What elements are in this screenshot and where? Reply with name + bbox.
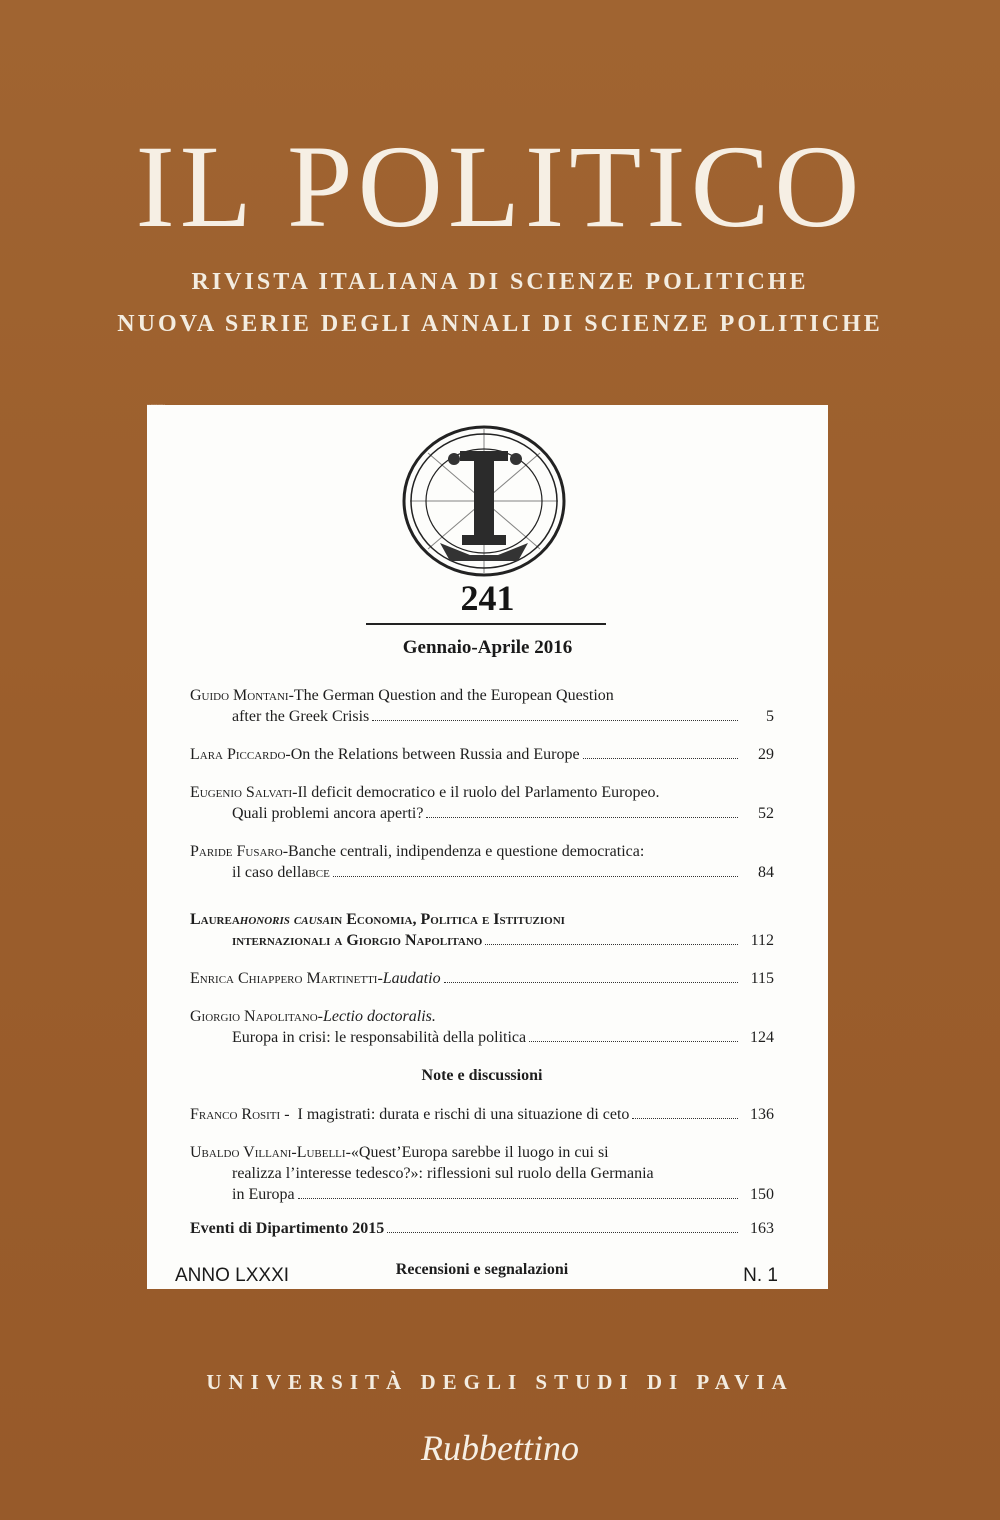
toc-entry: Guido Montani - The German Question and the European Question after the Greek Crisis 5 [190, 687, 774, 725]
toc-entry [190, 1218, 774, 1239]
toc-title: I magistrati: durata e rischi di una situazione di ceto [297, 1106, 630, 1123]
toc-entry: Giorgio Napolitano - Lectio doctoralis. Europa in crisi: le responsabilità della politica 124 [190, 1008, 774, 1046]
toc-title: The German Question and the European Question [293, 687, 614, 704]
publisher-name: Rubbettino [421, 1428, 579, 1468]
toc-title: Il deficit democratico e il ruolo del Parlamento Europeo. [297, 784, 660, 801]
toc-title: Lectio doctoralis. [323, 1008, 436, 1025]
toc-entry: Enrica Chiappero Martinetti - Laudatio 115 [190, 970, 774, 987]
toc-author: Eugenio Salvati [190, 784, 293, 801]
university-seal-icon [400, 423, 568, 579]
toc-author: Guido Montani [190, 687, 289, 704]
toc-author: Franco Rositi [190, 1106, 281, 1123]
toc-author: Paride Fusaro [190, 843, 283, 860]
toc-title-cont: realizza l’interesse tedesco?»: riflessioni sul ruolo della Germania [232, 1165, 654, 1182]
section-heading: Recensioni e segnalazioni [395, 1261, 569, 1278]
toc-entry: Paride Fusaro - Banche centrali, indipendenza e questione democratica: il caso della bce 84 [190, 843, 774, 881]
toc-title: Laudatio [382, 970, 441, 987]
toc-entry: Ubaldo Villani-Lubelli - «Quest’Europa sarebbe il luogo in cui si realizza l’interesse tedesco?»: riflessioni sul ruolo della Germania in Europa 150 [190, 1144, 774, 1203]
toc-page: 115 [750, 970, 774, 987]
toc-title-cont: Europa in crisi: le responsabilità della politica [232, 1029, 527, 1046]
toc-author: Lara Piccardo [190, 746, 286, 763]
toc-title: Banche centrali, indipendenza e questione democratica: [288, 843, 645, 860]
seal-inscription: ALMA TICINENSIS UNIVERSITAS [147, 405, 165, 406]
toc-title-cont: Quali problemi ancora aperti? [232, 805, 424, 822]
toc-page: 112 [750, 932, 774, 949]
toc-page: 136 [750, 1106, 774, 1123]
issue-period: Gennaio-Aprile 2016 [402, 637, 573, 658]
toc-title-cont: in Europa [232, 1186, 295, 1203]
contents-panel [147, 405, 828, 1289]
divider [366, 623, 606, 625]
journal-series-subtitle: NUOVA SERIE DEGLI ANNALI DI SCIENZE POLITICHE [117, 311, 883, 337]
toc-page: 124 [750, 1029, 774, 1046]
journal-subtitle: RIVISTA ITALIANA DI SCIENZE POLITICHE [191, 269, 809, 295]
toc-entry: Eugenio Salvati - Il deficit democratico e il ruolo del Parlamento Europeo. Quali problemi ancora aperti? 52 [190, 784, 774, 822]
toc-page: 84 [758, 864, 774, 881]
issue-number: 241 [460, 578, 515, 618]
university-name: UNIVERSITÀ DEGLI STUDI DI PAVIA [206, 1370, 794, 1394]
section-heading: Note e discussioni [421, 1067, 543, 1084]
toc-entry-honoris-causa: Laurea honoris causa in Economia, Politica e Istituzioni internazionali a Giorgio Napolitano 112 [190, 911, 774, 949]
toc-entry: Franco Rositi - I magistrati: durata e rischi di una situazione di ceto 136 [190, 1106, 774, 1123]
toc-page: 163 [750, 1220, 774, 1237]
toc-page: 29 [758, 746, 774, 763]
toc-entry: Lara Piccardo - On the Relations between Russia and Europe 29 [190, 746, 774, 763]
volume-year: ANNO LXXXI [175, 1265, 290, 1286]
toc-page: 5 [766, 708, 774, 725]
table-of-contents [190, 685, 774, 1298]
issue-n: N. 1 [743, 1265, 778, 1286]
toc-title-cont: after the Greek Crisis [232, 708, 370, 725]
toc-author: Enrica Chiappero Martinetti [190, 970, 378, 987]
toc-page: 150 [750, 1186, 774, 1203]
toc-title: Eventi di Dipartimento 2015 [190, 1220, 385, 1237]
toc-page: 52 [758, 805, 774, 822]
toc-author: Ubaldo Villani-Lubelli [190, 1144, 346, 1161]
toc-title: On the Relations between Russia and Europe [290, 746, 580, 763]
toc-title: «Quest’Europa sarebbe il luogo in cui si [350, 1144, 609, 1161]
journal-title: IL POLITICO [135, 121, 865, 252]
toc-author: Giorgio Napolitano [190, 1008, 318, 1025]
